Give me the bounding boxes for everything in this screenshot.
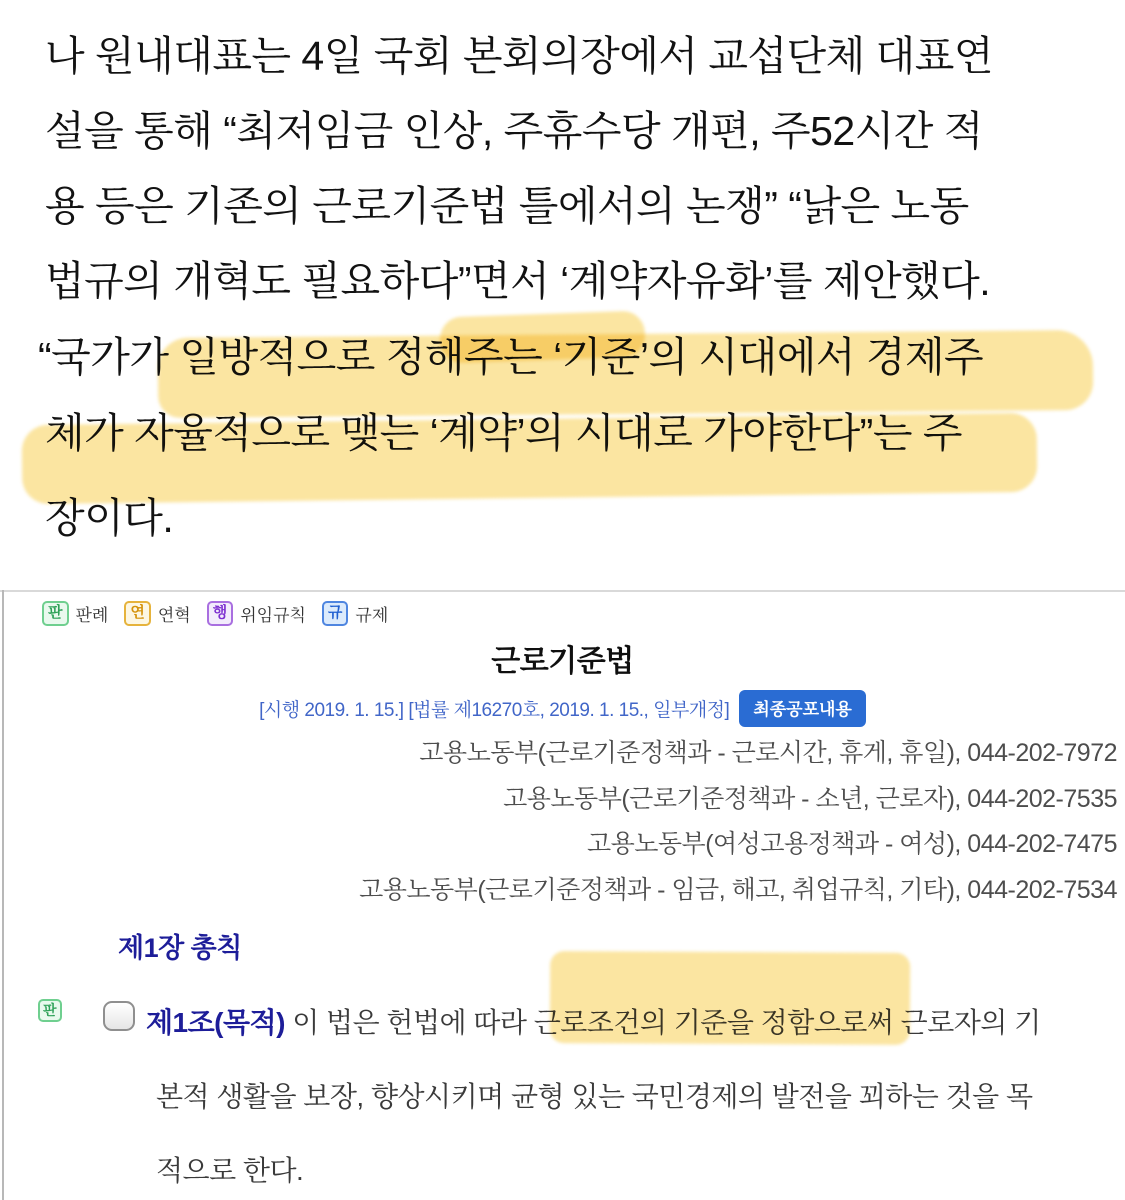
news-line: 법규의 개혁도 필요하다”면서 ‘계약자유화’를 제안했다. <box>45 258 991 304</box>
article-checkbox[interactable] <box>103 1001 135 1031</box>
contact-line: 고용노동부(여성고용정책과 - 여성), 044-202-7475 <box>586 830 1117 858</box>
news-line: 장이다. <box>45 495 174 541</box>
news-line: 용 등은 기존의 근로기준법 틀에서의 논쟁” “낡은 노동 <box>45 183 969 229</box>
revision-info: [시행 2019. 1. 15.] [법률 제16270호, 2019. 1. 15., 일부개정] <box>259 700 730 721</box>
delegated-rule-badge-icon[interactable]: 행 <box>207 601 234 626</box>
contact-line: 고용노동부(근로기준정책과 - 임금, 해고, 취업규칙, 기타), 044-202-7534 <box>359 875 1117 904</box>
revision-info-row <box>0 690 1125 727</box>
history-badge-icon[interactable]: 연 <box>124 601 151 626</box>
case-law-badge-icon[interactable]: 판 <box>38 999 62 1022</box>
news-line: 나 원내대표는 4일 국회 본회의장에서 교섭단체 대표연 <box>45 33 993 79</box>
history-label[interactable]: 연혁 <box>157 606 191 625</box>
law-toolbar <box>42 601 404 626</box>
law-title: 근로기준법 <box>491 645 634 678</box>
article-line: 적으로 한다. <box>156 1155 304 1186</box>
article-line <box>146 1001 1041 1041</box>
contact-line: 고용노동부(근로기준정책과 - 소년, 근로자), 044-202-7535 <box>503 784 1117 813</box>
regulation-label[interactable]: 규제 <box>355 606 389 625</box>
news-line: 설을 통해 “최저임금 인상, 주휴수당 개편, 주52시간 적 <box>45 108 983 154</box>
article-body-text: 이 법은 헌법에 따라 근로조건의 기준을 정함으로써 근로자의 기 <box>284 1007 1041 1038</box>
news-line: “국가가 일방적으로 정해주는 ‘기준’의 시대에서 경제주 <box>38 334 984 380</box>
delegated-rule-label[interactable]: 위임규칙 <box>240 606 306 625</box>
chapter-heading: 제1장 총칙 <box>118 933 242 963</box>
law-section-left-border <box>2 590 4 1200</box>
case-law-label[interactable]: 판례 <box>75 606 109 625</box>
article-line: 본적 생활을 보장, 향상시키며 균형 있는 국민경제의 발전을 꾀하는 것을 목 <box>156 1081 1033 1112</box>
case-law-badge-icon[interactable]: 판 <box>42 601 69 626</box>
article-title-link[interactable]: 제1조(목적) <box>146 1007 285 1038</box>
regulation-badge-icon[interactable]: 규 <box>322 601 349 626</box>
law-section-top-border <box>0 590 1125 592</box>
contact-line: 고용노동부(근로기준정책과 - 근로시간, 휴게, 휴일), 044-202-7972 <box>419 739 1117 767</box>
last-promulgation-button[interactable]: 최종공포내용 <box>739 690 866 727</box>
news-line: 체가 자율적으로 맺는 ‘계약’의 시대로 가야한다”는 주 <box>45 410 962 456</box>
ministry-contacts <box>359 731 1117 913</box>
